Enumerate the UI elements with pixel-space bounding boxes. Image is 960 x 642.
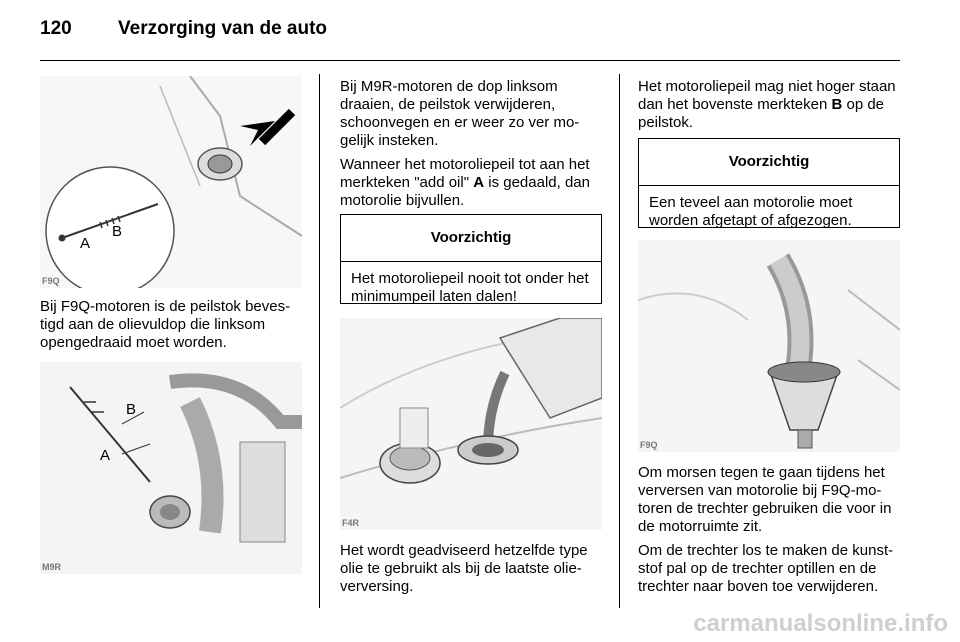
- caution-body: Het motoroliepeil nooit tot onder het minimumpeil laten dalen!: [351, 270, 589, 305]
- figure-code: F9Q: [42, 276, 60, 286]
- figure-f4r-oil-fill: [340, 318, 602, 530]
- column-divider-1: [319, 74, 320, 608]
- caution-box: [638, 138, 900, 228]
- paragraph: Het motoroliepeil mag niet hoger staan dan het bovenste merkteken B op de peilstok.: [638, 78, 896, 131]
- paragraph: Wanneer het motoroliepeil tot aan het merkteken "add oil" A is gedaald, dan motorolie bijvullen.: [340, 156, 590, 209]
- watermark: carmanualsonline.info: [693, 610, 948, 637]
- column-3-text-bottom: [638, 464, 908, 602]
- callout-b: B: [112, 223, 123, 240]
- page-number: 120: [40, 18, 72, 39]
- column-2-text: [340, 78, 608, 216]
- caution-body: Een teveel aan motorolie moet worden afgetapt of afgezogen.: [649, 194, 853, 229]
- figure-code: F9Q: [640, 440, 658, 450]
- column-divider-2: [619, 74, 620, 608]
- figure-m9r-engine: [40, 362, 302, 574]
- paragraph: Om de trechter los te maken de kunst- stof pal op de trechter optillen en de trechter naar boven toe verwijderen.: [638, 542, 894, 595]
- caution-title: Voorzichtig: [341, 215, 601, 262]
- paragraph: Om morsen tegen te gaan tijdens het verversen van motorolie bij F9Q-mo- toren de trechter gebruiken die voor in de motorruimte zit.: [638, 464, 892, 535]
- column-1-text: [40, 298, 312, 358]
- figure-code: F4R: [342, 518, 360, 528]
- paragraph: Bij F9Q-motoren is de peilstok beves- tigd aan de olievuldop die linksom opengedraaid moet worden.: [40, 298, 291, 351]
- paragraph: Het wordt geadviseerd hetzelfde type olie te gebruikt als bij de laatste olie- verversing.: [340, 542, 588, 595]
- callout-b: B: [126, 401, 137, 418]
- page-title: Verzorging van de auto: [118, 18, 328, 39]
- column-3-text: [638, 78, 908, 138]
- figure-f9q-dipstick: [40, 76, 302, 288]
- column-2-text-bottom: [340, 542, 612, 602]
- caution-title: Voorzichtig: [639, 139, 899, 186]
- callout-a: A: [100, 447, 111, 464]
- caution-box: [340, 214, 602, 304]
- header-rule: [40, 60, 900, 61]
- paragraph: Bij M9R-motoren de dop linksom draaien, de peilstok verwijderen, schoonvegen en er weer zo ver mo- gelijk insteken.: [340, 78, 580, 149]
- callout-a: A: [80, 235, 91, 252]
- figure-code: M9R: [42, 562, 62, 572]
- figure-f9q-funnel: [638, 240, 900, 452]
